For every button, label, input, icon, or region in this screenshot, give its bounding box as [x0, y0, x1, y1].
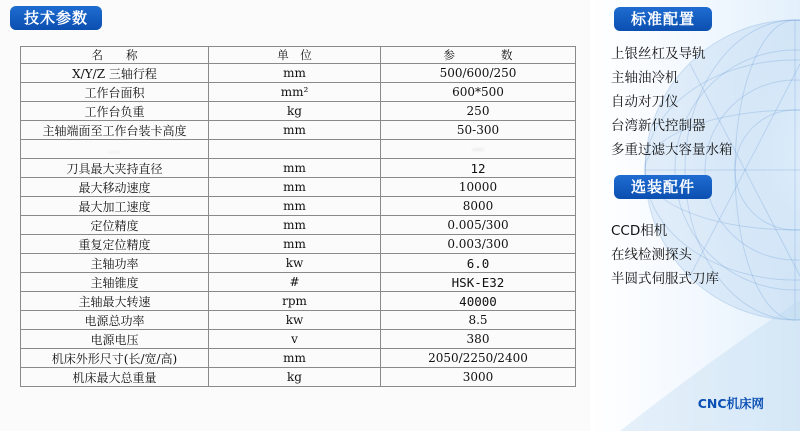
param-name: 主轴端面至工作台装卡高度: [21, 121, 209, 140]
table-row: [21, 216, 576, 235]
param-name: 主轴最大转速: [21, 292, 209, 311]
table-row: [21, 235, 576, 254]
column-header-value: 参 数: [381, 47, 576, 64]
table-row: [21, 349, 576, 368]
section-title-optional-accessories: 选装配件: [614, 175, 712, 199]
param-name: 电源总功率: [21, 311, 209, 330]
param-unit: mm: [209, 235, 381, 254]
param-value: 0.003/300: [381, 235, 576, 254]
parameters-table: [20, 46, 576, 387]
param-name: 电源电压: [21, 330, 209, 349]
section-title-standard-config: 标准配置: [614, 7, 712, 31]
list-item: 台湾新代控制器: [611, 118, 706, 134]
param-unit: kg: [209, 368, 381, 387]
param-value: 250: [381, 102, 576, 121]
param-unit: mm: [209, 178, 381, 197]
column-header-unit: 单 位: [209, 47, 381, 64]
param-value: 12: [381, 159, 576, 178]
table-row: [21, 159, 576, 178]
param-unit: kw: [209, 254, 381, 273]
param-value: 380: [381, 330, 576, 349]
table-row: [21, 311, 576, 330]
column-header-name: 名 称: [21, 47, 209, 64]
section-title-technical-parameters: 技术参数: [10, 6, 102, 30]
list-item: 主轴油冷机: [611, 70, 679, 86]
list-item: CCD相机: [611, 223, 668, 239]
param-unit: mm: [209, 197, 381, 216]
param-value: 40000: [381, 292, 576, 311]
param-value: 6.0: [381, 254, 576, 273]
table-row-obscured: [21, 140, 576, 159]
param-name: 主轴功率: [21, 254, 209, 273]
param-name: 机床最大总重量: [21, 368, 209, 387]
optional-accessories-list: [611, 219, 719, 291]
table-row: [21, 197, 576, 216]
param-unit: mm: [209, 159, 381, 178]
table-row: [21, 64, 576, 83]
param-value: HSK-E32: [381, 273, 576, 292]
table-row: [21, 273, 576, 292]
param-value: 600*500: [381, 83, 576, 102]
list-item: 上银丝杠及导轨: [611, 46, 706, 62]
param-name: 刀具最大夹持直径: [21, 159, 209, 178]
param-unit: [209, 140, 381, 159]
param-unit: mm²: [209, 83, 381, 102]
param-value: 8000: [381, 197, 576, 216]
table-row: [21, 292, 576, 311]
table-row: [21, 178, 576, 197]
param-name: 最大移动速度: [21, 178, 209, 197]
param-name: 工作台面积: [21, 83, 209, 102]
param-name: 最大加工速度: [21, 197, 209, 216]
param-name: …: [21, 140, 209, 159]
list-item: 在线检测探头: [611, 247, 692, 263]
param-value: 0.005/300: [381, 216, 576, 235]
param-unit: kw: [209, 311, 381, 330]
list-item: 自动对刀仪: [611, 94, 679, 110]
standard-config-list: [611, 42, 733, 162]
param-unit: mm: [209, 349, 381, 368]
table-row: [21, 330, 576, 349]
list-item: 半圆式伺服式刀库: [611, 271, 719, 287]
param-value: 50-300: [381, 121, 576, 140]
param-value: 8.5: [381, 311, 576, 330]
param-name: 重复定位精度: [21, 235, 209, 254]
param-value: 10000: [381, 178, 576, 197]
param-unit: mm: [209, 216, 381, 235]
table-row: [21, 121, 576, 140]
param-unit: rpm: [209, 292, 381, 311]
table-row: [21, 83, 576, 102]
param-name: X/Y/Z 三轴行程: [21, 64, 209, 83]
param-value: —: [381, 140, 576, 159]
param-unit: #: [209, 273, 381, 292]
param-name: 主轴锥度: [21, 273, 209, 292]
param-unit: mm: [209, 64, 381, 83]
param-name: 机床外形尺寸(长/宽/高): [21, 349, 209, 368]
table-row: [21, 102, 576, 121]
param-unit: v: [209, 330, 381, 349]
param-value: 500/600/250: [381, 64, 576, 83]
watermark-brand: CNC机床网: [697, 396, 764, 411]
param-name: 工作台负重: [21, 102, 209, 121]
param-unit: mm: [209, 121, 381, 140]
param-value: 2050/2250/2400: [381, 349, 576, 368]
table-row: [21, 368, 576, 387]
param-unit: kg: [209, 102, 381, 121]
param-name: 定位精度: [21, 216, 209, 235]
param-value: 3000: [381, 368, 576, 387]
table-row: [21, 254, 576, 273]
list-item: 多重过滤大容量水箱: [611, 142, 733, 158]
table-header-row: [21, 47, 576, 64]
